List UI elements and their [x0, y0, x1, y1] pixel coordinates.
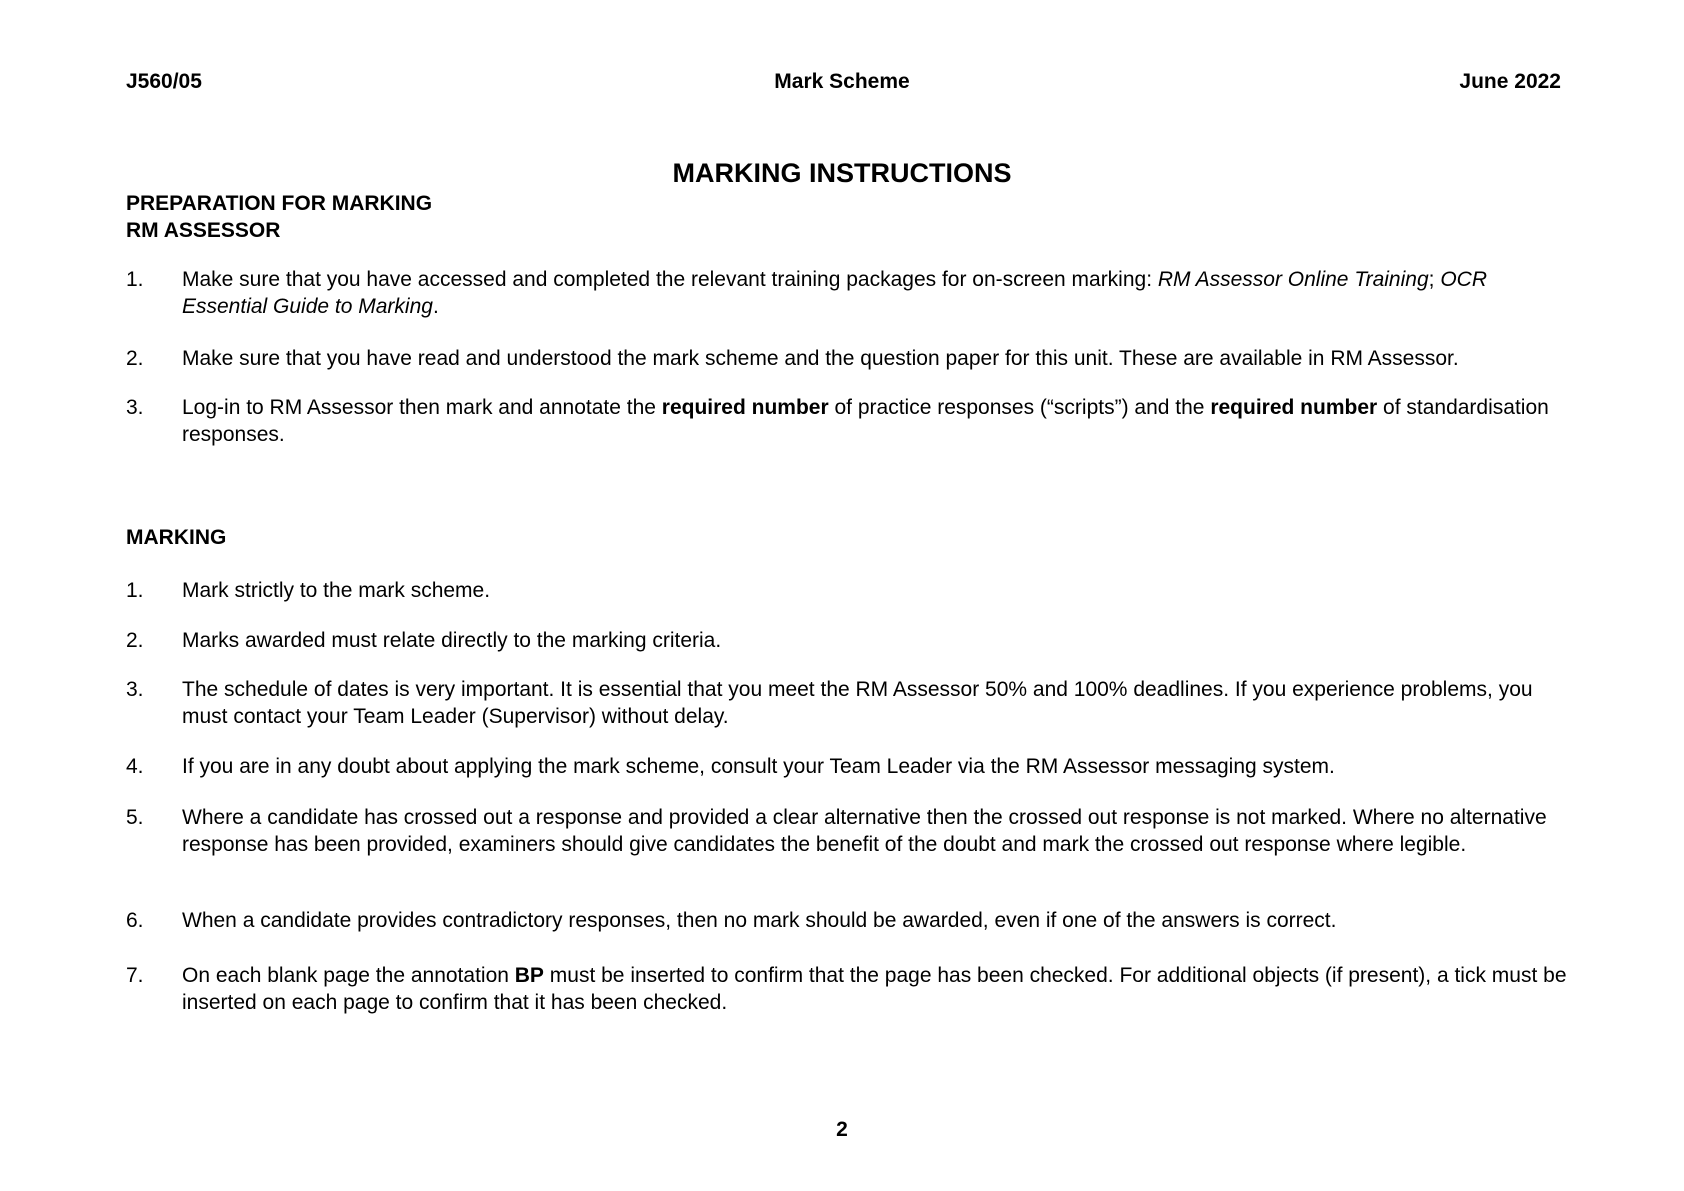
training-name-italic: RM Assessor Online Training	[1157, 268, 1429, 291]
header-document-type: Mark Scheme	[774, 70, 910, 93]
list-item	[126, 962, 1576, 1016]
list-item-text: Log-in to RM Assessor then mark and annotate the required number of practice responses (“scripts”) and the required number of standardisation responses.	[182, 396, 1549, 446]
list-item	[126, 627, 1576, 654]
list-item-text: Where a candidate has crossed out a response and provided a clear alternative then the crossed out response is not marked. Where no alternative response has been provided, examiners should give candidates the benefit of the doubt and mark the crossed out response where legible.	[182, 806, 1547, 856]
list-item-text: Mark strictly to the mark scheme.	[182, 579, 491, 602]
required-number-bold: required number	[661, 396, 829, 419]
bp-annotation-bold: BP	[514, 964, 544, 987]
header-session: June 2022	[1459, 70, 1561, 93]
header-paper-code: J560/05	[126, 70, 202, 93]
list-item-text: Make sure that you have accessed and completed the relevant training packages for on-screen marking: RM Assessor Online Training; OCR Essential Guide to Marking.	[182, 268, 1487, 318]
list-item	[126, 804, 1576, 858]
list-item	[126, 907, 1576, 934]
list-item-text: The schedule of dates is very important. It is essential that you meet the RM Assessor 50% and 100% deadlines. If you experience problems, you must contact your Team Leader (Supervisor) without delay.	[182, 678, 1533, 728]
list-item-number: 2.	[126, 347, 144, 370]
page-title: MARKING INSTRUCTIONS	[672, 158, 1012, 188]
preparation-heading	[126, 190, 432, 244]
list-item-number: 1.	[126, 579, 144, 602]
list-item-text: If you are in any doubt about applying the mark scheme, consult your Team Leader via the RM Assessor messaging system.	[182, 755, 1335, 778]
preparation-heading-line1: PREPARATION FOR MARKING	[126, 192, 433, 215]
list-item	[126, 345, 1576, 372]
list-item-number: 3.	[126, 678, 144, 701]
list-item	[126, 394, 1576, 448]
list-item-number: 3.	[126, 396, 144, 419]
list-item-number: 5.	[126, 806, 144, 829]
list-item	[126, 577, 1576, 604]
list-item	[126, 266, 1576, 320]
list-item-text: Make sure that you have read and understood the mark scheme and the question paper for this unit. These are available in RM Assessor.	[182, 347, 1459, 370]
list-item	[126, 753, 1576, 780]
list-item-number: 6.	[126, 909, 144, 932]
marking-heading: MARKING	[126, 526, 227, 549]
list-item-text: Marks awarded must relate directly to the marking criteria.	[182, 629, 722, 652]
list-item-number: 1.	[126, 268, 144, 291]
list-item-number: 4.	[126, 755, 144, 778]
preparation-heading-line2: RM ASSESSOR	[126, 219, 281, 242]
page-number: 2	[836, 1118, 848, 1141]
list-item-text: When a candidate provides contradictory responses, then no mark should be awarded, even if one of the answers is correct.	[182, 909, 1337, 932]
required-number-bold: required number	[1210, 396, 1378, 419]
list-item-number: 2.	[126, 629, 144, 652]
list-item	[126, 676, 1576, 730]
list-item-text: On each blank page the annotation BP must be inserted to confirm that the page has been checked. For additional objects (if present), a tick must be inserted on each page to confirm that it has been checked.	[182, 964, 1567, 1014]
list-item-number: 7.	[126, 964, 144, 987]
guide-name-italic: OCR Essential Guide to Marking	[182, 268, 1487, 318]
